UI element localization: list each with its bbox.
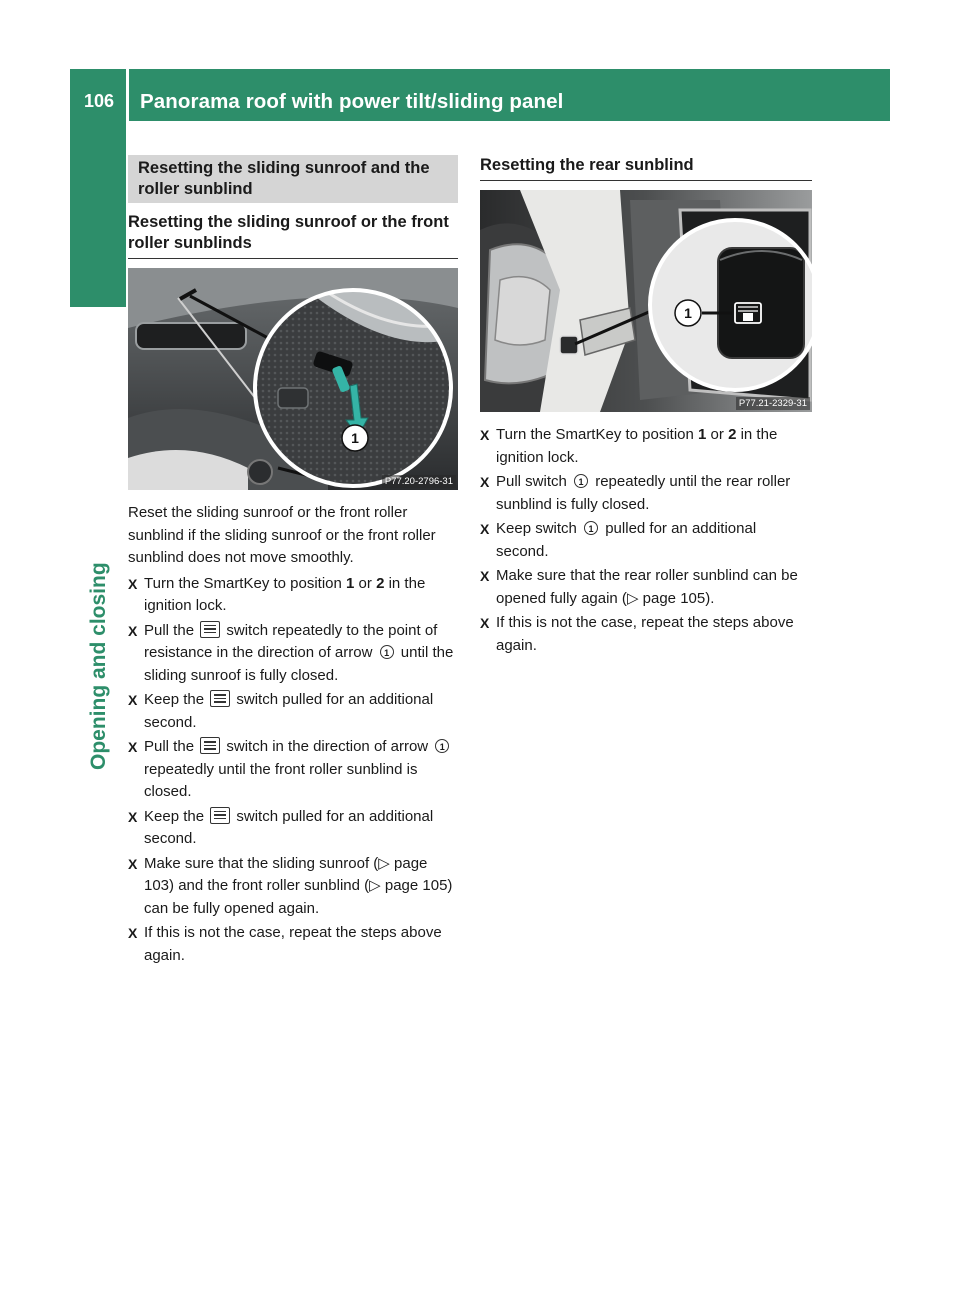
- figure-callout-1: 1: [351, 430, 359, 446]
- right-column: [480, 155, 812, 657]
- page-title: Panorama roof with power tilt/sliding panel: [140, 90, 564, 113]
- numbered-callout-icon: 1: [584, 521, 598, 535]
- page-reference-link[interactable]: page 105) can be fully opened again.: [144, 877, 453, 917]
- x-mark-icon: X: [480, 521, 490, 537]
- step-1: X Turn the SmartKey to position 1 or 2 in the ignition lock.: [480, 426, 778, 466]
- x-mark-icon: X: [480, 474, 490, 490]
- x-mark-icon: X: [480, 615, 490, 631]
- side-accent-block: [70, 121, 126, 307]
- step-4: X Make sure that the rear roller sunblind can be opened fully again (▷ page 105).: [480, 567, 798, 607]
- page-reference-arrow-icon: ▷: [378, 854, 390, 872]
- x-mark-icon: X: [480, 568, 490, 584]
- step-3: X Keep switch 1 pulled for an additional second.: [480, 520, 757, 560]
- page-reference-arrow-icon: ▷: [369, 877, 381, 894]
- page-reference-link[interactable]: page 105).: [638, 589, 715, 607]
- figure-roof-switch: [128, 268, 458, 490]
- figure-callout-1: 1: [684, 305, 692, 321]
- step-5: X Keep the switch pulled for an additional second.: [128, 807, 434, 847]
- left-column: [128, 155, 458, 967]
- subheading-rear: Resetting the rear sunblind: [480, 155, 812, 181]
- x-mark-icon: X: [128, 692, 138, 708]
- page-reference-link[interactable]: page 103) and the front roller sunblind (: [144, 854, 428, 894]
- x-mark-icon: X: [128, 739, 138, 755]
- door-panel-illustration: [480, 190, 812, 412]
- step-2: X Pull switch 1 repeatedly until the rear roller sunblind is fully closed.: [480, 473, 791, 513]
- step-6: X Make sure that the sliding sunroof (▷ page 103) and the front roller sunblind (▷ page 105) can be fully opened again.: [128, 854, 453, 917]
- intro-text: Reset the sliding sunroof or the front roller sunblind if the sliding sunroof or the front roller sunblind does not move smoothly.: [128, 504, 436, 566]
- subheading-front: Resetting the sliding sunroof or the front roller sunblinds: [128, 212, 458, 259]
- page-number: 106: [84, 91, 115, 111]
- numbered-callout-icon: 1: [574, 474, 588, 488]
- figure-code: P77.21-2329-31: [736, 397, 810, 410]
- page-reference-arrow-icon: ▷: [626, 589, 639, 607]
- step-7: X If this is not the case, repeat the steps above again.: [128, 924, 442, 964]
- x-mark-icon: X: [128, 575, 138, 592]
- section-title: Resetting the sliding sunroof and the roller sunblind: [128, 155, 458, 203]
- step-4: X Pull the switch in the direction of arrow 1 repeatedly until the front roller sunblind is closed.: [128, 736, 458, 804]
- header-divider: [126, 69, 129, 121]
- x-mark-icon: X: [128, 808, 138, 825]
- x-mark-icon: X: [128, 855, 138, 872]
- figure-rear-switch: [480, 190, 812, 412]
- roller-sunblind-switch-icon: [200, 621, 220, 638]
- roller-sunblind-switch-icon: [210, 690, 230, 707]
- numbered-callout-icon: 1: [380, 645, 394, 659]
- figure-code: P77.20-2796-31: [382, 475, 456, 488]
- chapter-tab: [85, 545, 115, 770]
- step-2: X Pull the switch repeatedly to the point of resistance in the direction of arrow 1 until the sliding sunroof is fully closed.: [128, 621, 454, 684]
- step-5: X If this is not the case, repeat the steps above again.: [480, 614, 794, 654]
- step-1: X Turn the SmartKey to position 1 or 2 in the ignition lock.: [128, 574, 426, 614]
- x-mark-icon: X: [128, 622, 138, 639]
- chapter-tab-label: Opening and closing: [87, 562, 110, 770]
- x-mark-icon: X: [480, 427, 490, 443]
- numbered-callout-icon: 1: [435, 739, 449, 753]
- step-3: X Keep the switch pulled for an additional second.: [128, 691, 434, 731]
- roller-sunblind-switch-icon: [210, 807, 230, 824]
- roof-console-illustration: [128, 268, 458, 490]
- roller-sunblind-switch-icon: [200, 737, 220, 754]
- x-mark-icon: X: [128, 925, 138, 941]
